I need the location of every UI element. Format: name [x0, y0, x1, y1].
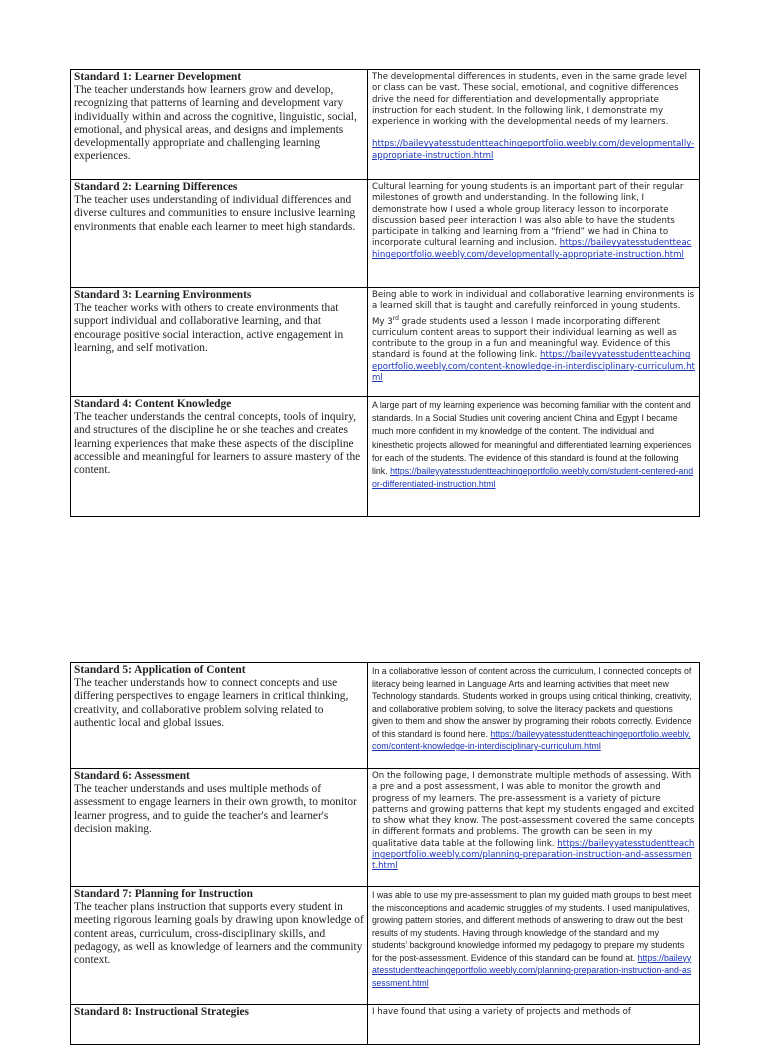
standard-3-cell	[71, 288, 368, 397]
standard-4-link[interactable]: https://baileyyatesstudentteachingeportfolio.weebly.com/student-centered-andor-differentiated-instruction.html	[372, 466, 694, 490]
standard-3-evidence-cell	[368, 288, 700, 397]
standard-row-4	[71, 397, 700, 517]
standards-table-2	[70, 662, 700, 1045]
standards-table-1	[70, 69, 700, 517]
standard-7-title: Standard 7: Planning for Instruction	[74, 888, 253, 900]
standard-6-evidence-cell	[368, 769, 700, 887]
standard-1-title: Standard 1: Learner Development	[74, 71, 242, 83]
standard-3-evidence: Being able to work in individual and collaborative learning environments is a learned skill that is taught and carefully reinforced in young students. My 3	[372, 290, 695, 327]
standard-1-link[interactable]: https://baileyyatesstudentteachingeportfolio.weebly.com/developmentally-appropriate-instruction.html	[372, 139, 695, 161]
standard-8-evidence: I have found that using a variety of projects and methods of	[372, 1007, 631, 1017]
standard-row-3	[71, 288, 700, 397]
standard-1-cell	[71, 70, 368, 180]
standard-3-evidence-rest: grade students used a lesson I made incorporating different curriculum content areas to support their individual learning as well as contribute to the group in a fun and meaningful way. Evidence of this standard is found at the following link.	[372, 316, 677, 361]
standard-4-cell	[71, 397, 368, 517]
standard-6-evidence: On the following page, I demonstrate multiple methods of assessing. With a pre and a post assessment, I was able to monitor the growth and progress of my learners. The pre-assessment is a variety of picture patterns and growing patterns that kept my students engaged and excited to show what they know. The post-assessment covered the same concepts in different formats and problems. The growth can be seen in my qualitative data table at the following link.	[372, 771, 695, 849]
standard-8-evidence-cell	[368, 1005, 700, 1045]
standard-4-description: The teacher understands the central concepts, tools of inquiry, and structures of the discipline he or she teaches and creates learning experiences that make these aspects of the discipline accessible and meaningful for learners to assure mastery of the content.	[74, 411, 361, 477]
standard-2-description: The teacher uses understanding of individual differences and diverse cultures and communities to ensure inclusive learning environments that enable each learner to meet high standards.	[74, 194, 356, 233]
standard-1-description: The teacher understands how learners grow and develop, recognizing that patterns of learning and development vary individually within and across the cognitive, linguistic, social, emotional, and physical areas, and designs and implements developmentally appropriate and challenging learning experiences.	[74, 84, 357, 163]
standard-6-title: Standard 6: Assessment	[74, 770, 190, 782]
standard-4-evidence: A large part of my learning experience was becoming familiar with the content and standards. In a Social Studies unit covering ancient China and Egypt I became much more confident in my knowledge of the content. The individual and kinesthetic projects allowed for meaningful and differentiated learning experiences for each of the students. The evidence of this standard is found at the following link.	[372, 400, 692, 477]
standard-1-evidence-cell	[368, 70, 700, 180]
standard-8-title: Standard 8: Instructional Strategies	[74, 1006, 249, 1018]
standard-2-title: Standard 2: Learning Differences	[74, 181, 238, 193]
standard-8-cell	[71, 1005, 368, 1045]
standard-row-5	[71, 663, 700, 769]
standard-7-evidence: I was able to use my pre-assessment to plan my guided math groups to best meet the misconceptions and academic struggles of my students. I used manipulatives, growing pattern stories, and different methods of answering to draw out the best results of my students. Having through knowledge of the standard and my students’ background knowledge informed my pedagogy to prepare my students for the post-assessment. Evidence of this standard can be found at.	[372, 890, 692, 963]
standard-5-evidence: In a collaborative lesson of content across the curriculum, I connected concepts of literacy being learned in Language Arts and learning activities that meet new Technology standards. Students worked in groups using critical thinking, creativity, and collaborative problem solving, to solve the literacy packets and questions given to them and show the answer by programing their robots correctly. Evidence of this standard is found here.	[372, 666, 692, 739]
standard-3-superscript: rd	[392, 314, 399, 322]
standard-2-link[interactable]: https://baileyyatesstudentteachingeportfolio.weebly.com/developmentally-appropriate-instruction.html	[372, 238, 692, 260]
standard-5-cell	[71, 663, 368, 769]
standard-7-evidence-cell	[368, 887, 700, 1005]
standard-4-evidence-cell	[368, 397, 700, 517]
standard-1-evidence: The developmental differences in students, even in the same grade level or class can be vast. These social, emotional, and cognitive differences drive the need for differentiation and developmentally appropriate instruction for each student. In the following link, I demonstrate my experience in working with the developmental needs of my learners.	[372, 72, 688, 128]
standard-3-link[interactable]: https://baileyyatesstudentteachingeportfolio.weebly.com/content-knowledge-in-interdisciplinary-curriculum.html	[372, 350, 695, 383]
standard-row-2	[71, 180, 700, 288]
standard-7-link[interactable]: https://baileyyatesstudentteachingeportfolio.weebly.com/planning-preparation-instruction-and-assessment.html	[372, 952, 692, 988]
standard-4-title: Standard 4: Content Knowledge	[74, 398, 232, 410]
standard-2-cell	[71, 180, 368, 288]
standard-7-cell	[71, 887, 368, 1005]
standard-row-1	[71, 70, 700, 180]
standard-row-6	[71, 769, 700, 887]
standard-5-evidence-cell	[368, 663, 700, 769]
standard-5-link[interactable]: https://baileyyatesstudentteachingeportfolio.weebly.com/content-knowledge-in-interdisciplinary-curriculum.html	[372, 728, 691, 751]
standard-6-cell	[71, 769, 368, 887]
standard-7-description: The teacher plans instruction that supports every student in meeting rigorous learning goals by drawing upon knowledge of content areas, curriculum, cross-disciplinary skills, and pedagogy, as well as knowledge of learners and the community context.	[74, 901, 364, 967]
standard-5-description: The teacher understands how to connect concepts and use differing perspectives to engage learners in critical thinking, creativity, and collaborative problem solving related to authentic local and global issues.	[74, 677, 349, 729]
standard-3-title: Standard 3: Learning Environments	[74, 289, 252, 301]
standard-row-8	[71, 1005, 700, 1045]
standard-2-evidence-cell	[368, 180, 700, 288]
standard-2-evidence: Cultural learning for young students is an important part of their regular milestones of growth and understanding. In the following link, I demonstrate how I used a whole group literacy lesson to incorporate discussion based peer interaction I was also able to have the students participate in talking and learning from a “friend” we had in China to incorporate cultural learning and inclusion.	[372, 182, 684, 249]
standard-6-description: The teacher understands and uses multiple methods of assessment to engage learners in their own growth, to monitor learner progress, and to guide the teacher's and learner's decision making.	[74, 783, 357, 835]
standard-row-7	[71, 887, 700, 1005]
standard-3-description: The teacher works with others to create environments that support individual and collaborative learning, and that encourage positive social interaction, active engagement in learning, and self motivation.	[74, 302, 344, 354]
standard-5-title: Standard 5: Application of Content	[74, 664, 246, 676]
standard-6-link[interactable]: https://baileyyatesstudentteachingeportfolio.weebly.com/planning-preparation-instruction-and-assessment.html	[372, 838, 695, 872]
